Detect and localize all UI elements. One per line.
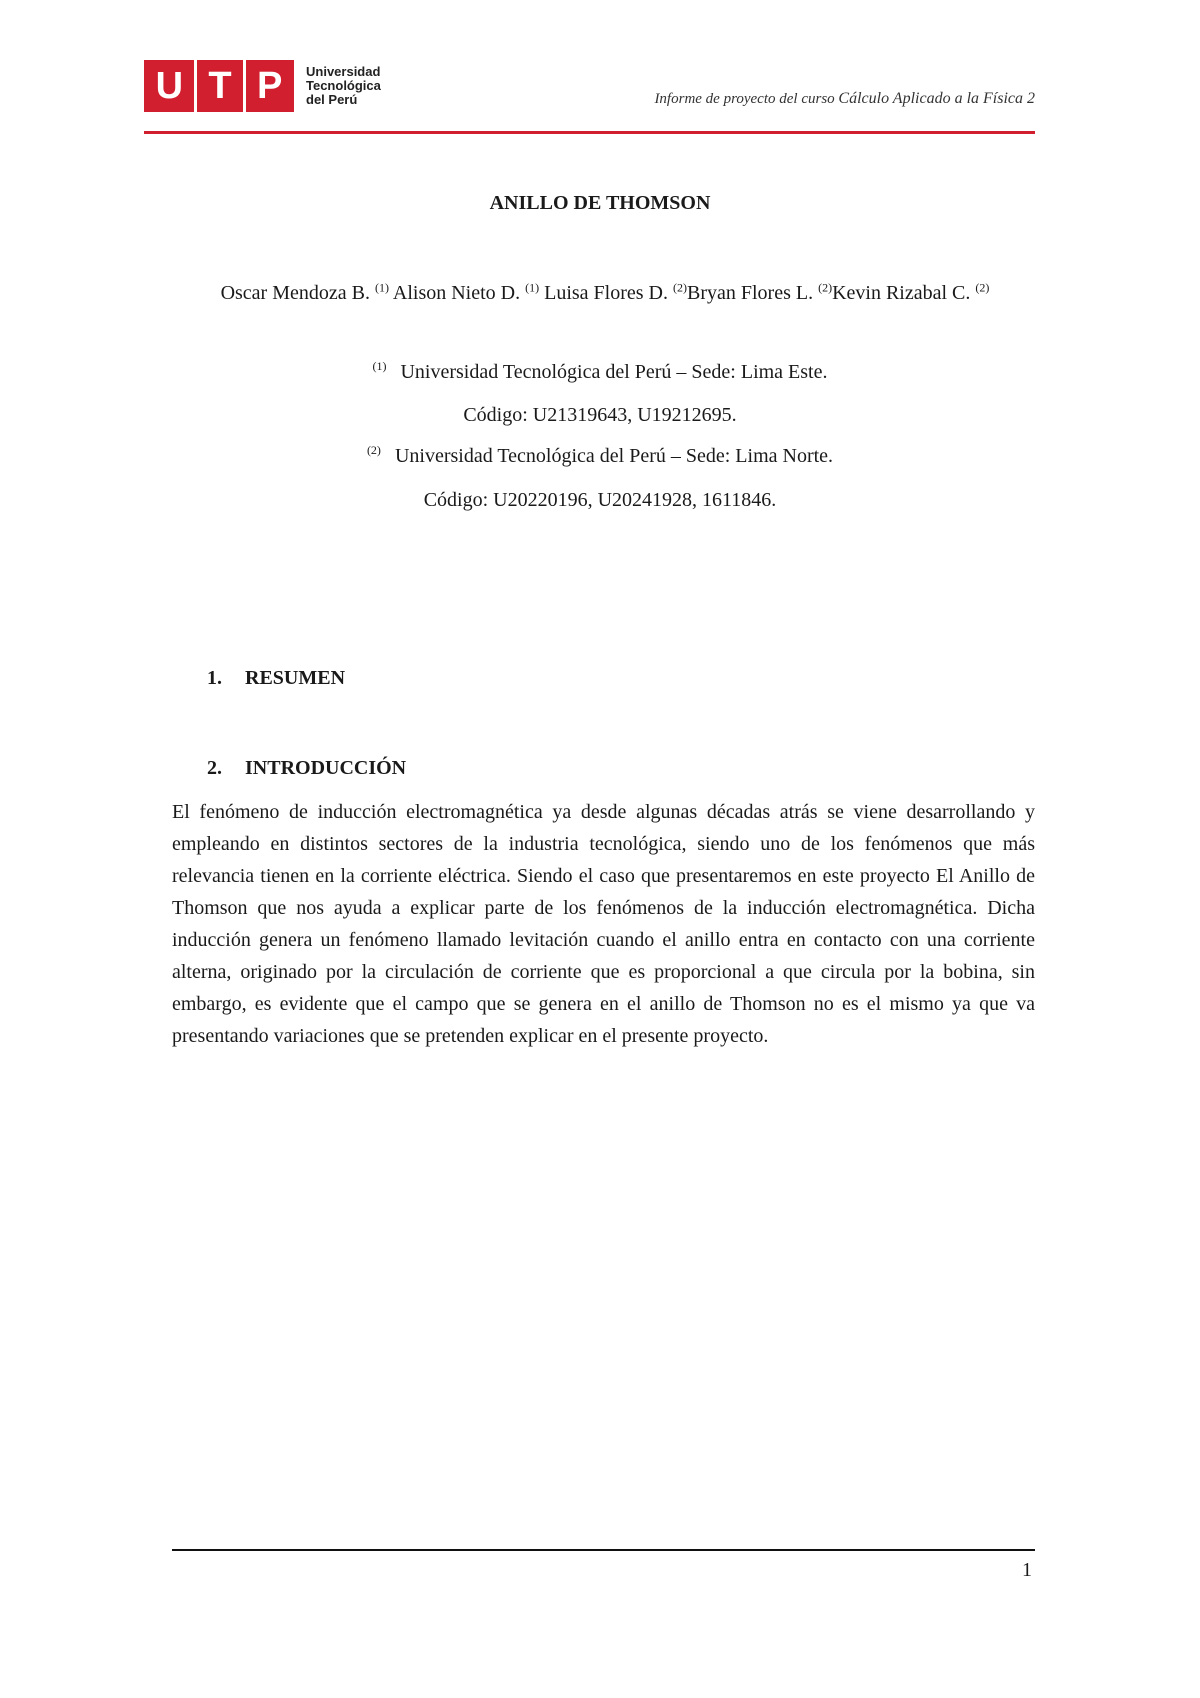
author-affiliation-marker: (2) [975, 280, 990, 295]
affiliation-marker: (2) [366, 443, 381, 458]
affiliation-institution: Universidad Tecnológica del Perú – Sede: Lima Norte. [394, 445, 834, 467]
logo-letter-t: T [208, 64, 232, 107]
logo-letter-p: P [257, 64, 283, 107]
logo-text-line: del Perú [306, 92, 358, 107]
section-heading-resumen [207, 667, 345, 690]
section-heading-introduccion [207, 757, 406, 780]
author-affiliation-marker: (2) [673, 280, 687, 295]
utp-logo [144, 60, 381, 112]
affiliation-institution: Universidad Tecnológica del Perú – Sede: Lima Este. [400, 361, 828, 383]
page-number: 1 [1022, 1559, 1032, 1581]
logo-institution-name [306, 65, 381, 107]
affiliation-marker: (1) [372, 359, 387, 374]
author-affiliation-marker: (1) [525, 280, 540, 295]
header-divider [144, 131, 1035, 134]
affiliation-1 [0, 361, 1200, 384]
document-title: ANILLO DE THOMSON [489, 192, 711, 214]
author-name: Bryan Flores L. [687, 282, 814, 304]
header-caption-prefix: Informe de proyecto del curso [654, 91, 839, 107]
author-affiliation-marker: (2) [818, 280, 833, 295]
section-number: 2. [207, 757, 222, 779]
affiliation-1-codes: Código: U21319643, U19212695. [463, 404, 737, 426]
author-name: Luisa Flores D. [544, 282, 668, 304]
logo-letter-u: U [155, 64, 184, 107]
author-name: Kevin Rizabal C. [832, 282, 971, 304]
footer-divider [172, 1549, 1035, 1551]
logo-separator [194, 60, 197, 112]
logo-text-line: Universidad [306, 64, 381, 79]
header-caption [654, 90, 1035, 108]
section-title: INTRODUCCIÓN [245, 757, 407, 779]
author-affiliation-marker: (1) [374, 280, 389, 295]
header-course-name: Cálculo Aplicado a la Física 2 [838, 90, 1035, 107]
affiliation-2-codes: Código: U20220196, U20241928, 1611846. [423, 489, 777, 511]
author-list [190, 276, 1020, 310]
section-number: 1. [207, 667, 222, 689]
logo-text-line: Tecnológica [306, 78, 381, 93]
introduction-paragraph: El fenómeno de inducción electromagnética ya desde algunas décadas atrás se viene desarrollando y empleando en distintos sectores de la industria tecnológica, siendo uno de los fenómenos que más relevancia tienen en la corriente eléctrica. Siendo el caso que presentaremos en este proyecto El Anillo de Thomson que nos ayuda a explicar parte de los fenómenos de la inducción electromagnética. Dicha inducción genera un fenómeno llamado levitación cuando el anillo entra en contacto con una corriente alterna, originado por la circulación de corriente que es proporcional a que circula por la bobina, sin embargo, es evidente que el campo que se genera en el anillo de Thomson no es el mismo ya que va presentando variaciones que se pretenden explicar en el presente proyecto. [172, 801, 1035, 1047]
section-title: RESUMEN [245, 667, 346, 689]
utp-logo-mark [144, 60, 294, 112]
logo-separator [243, 60, 246, 112]
author-name: Oscar Mendoza B. [220, 282, 370, 304]
affiliation-2 [0, 445, 1200, 468]
author-name: Alison Nieto D. [392, 282, 521, 304]
